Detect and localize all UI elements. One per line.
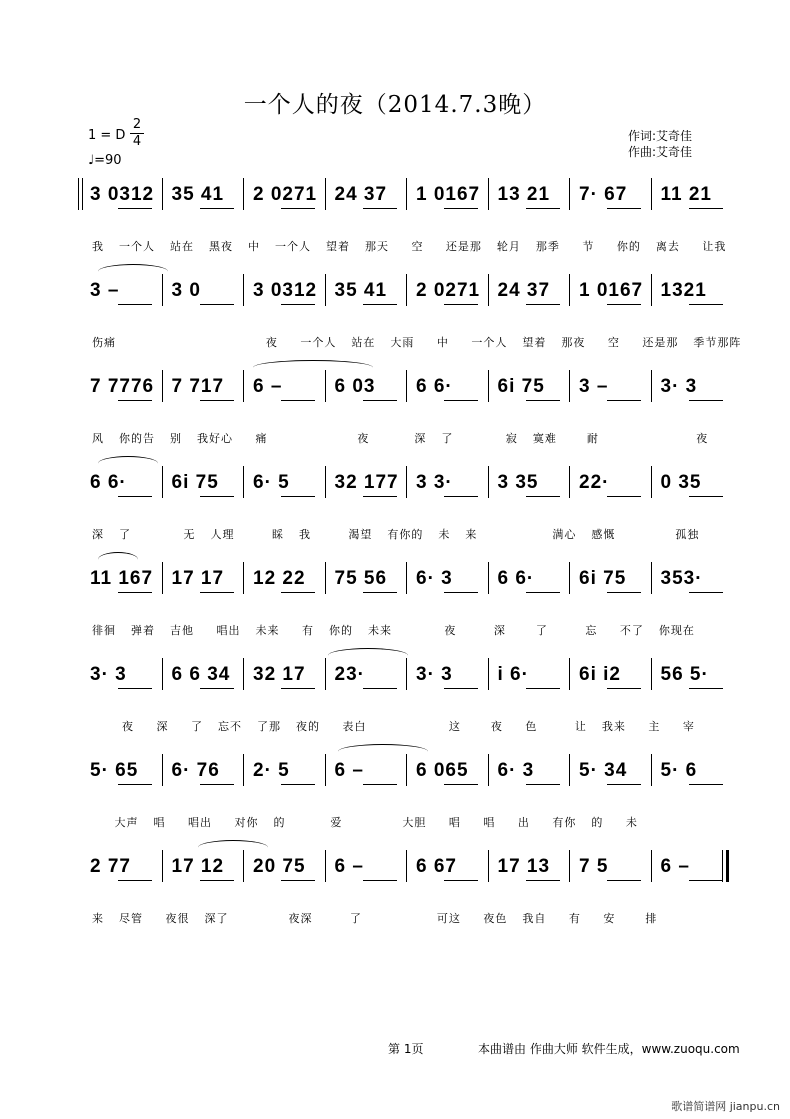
measure: 24 37 — [497, 280, 551, 301]
bar-line — [488, 466, 489, 498]
slur — [338, 744, 428, 759]
tempo-marking: ♩=90 — [88, 153, 122, 168]
score-line — [78, 658, 730, 748]
measure: 6 67 — [416, 856, 457, 877]
bar-line — [569, 850, 570, 882]
measure: 6· 3 — [497, 760, 535, 781]
slur — [253, 360, 373, 375]
beam-line — [444, 304, 478, 305]
beam-line — [200, 688, 234, 689]
beam-line — [689, 784, 723, 785]
bar-line — [651, 754, 652, 786]
lyrics-row: 我 一个人 站在 黑夜 中 一个人 望着 那天 空 还是那 轮月 那季 节 你的 离去 让我 — [92, 240, 727, 253]
bar-line — [569, 466, 570, 498]
measure: 0 35 — [660, 472, 702, 493]
measure: 6 – — [334, 760, 364, 781]
bar-line — [651, 178, 652, 210]
bar-line — [488, 274, 489, 306]
beam-line — [689, 880, 723, 881]
beam-line — [118, 496, 152, 497]
slur — [328, 648, 408, 663]
key-signature: 1 = D — [88, 128, 126, 143]
beam-line — [526, 880, 560, 881]
bar-line — [569, 274, 570, 306]
bar-line — [325, 274, 326, 306]
beam-line — [281, 592, 315, 593]
slur — [198, 840, 268, 855]
measure: 3 0 — [171, 280, 201, 301]
measure: 3 – — [90, 280, 120, 301]
slur — [98, 264, 168, 279]
beam-line — [118, 784, 152, 785]
lyrics-row: 大声 唱 唱出 对你 的 爱 大胆 唱 唱 出 有你 的 未 — [92, 816, 638, 829]
bar-line — [325, 850, 326, 882]
bar-line — [569, 562, 570, 594]
notes-row — [78, 370, 730, 410]
beam-line — [363, 304, 397, 305]
beam-line — [281, 496, 315, 497]
lyrics-row: 来 尽管 夜很 深了 夜深 了 可这 夜色 我自 有 安 排 — [92, 912, 658, 925]
bar-line — [651, 466, 652, 498]
measure: 56 5· — [660, 664, 709, 685]
measure: 11 21 — [660, 184, 712, 205]
beam-line — [689, 400, 723, 401]
beam-line — [281, 688, 315, 689]
measure: 35 41 — [334, 280, 388, 301]
measure: 3· 3 — [416, 664, 453, 685]
beam-line — [526, 304, 560, 305]
beam-line — [444, 208, 478, 209]
measure: 23· — [334, 664, 365, 685]
bar-line — [243, 370, 244, 402]
beam-line — [200, 592, 234, 593]
beam-line — [363, 784, 397, 785]
bar-line — [162, 754, 163, 786]
measure: 6i 75 — [497, 376, 545, 397]
beam-line — [281, 208, 315, 209]
measure: 6 065 — [416, 760, 469, 781]
beam-line — [200, 496, 234, 497]
measure: 32 177 — [334, 472, 399, 493]
beam-line — [200, 400, 234, 401]
lyricist: 作词:艾奇佳 — [628, 129, 693, 143]
lyrics-row: 深 了 无 人理 睬 我 渴望 有你的 未 来 满心 感慨 孤独 — [92, 528, 700, 541]
beam-line — [607, 496, 641, 497]
notes-row — [78, 658, 730, 698]
lyrics-row: 伤痛 夜 一个人 站在 大雨 中 一个人 望着 那夜 空 还是那 季节那阵 — [92, 336, 742, 349]
score-line — [78, 274, 742, 364]
bar-line — [488, 562, 489, 594]
beam-line — [363, 208, 397, 209]
beam-line — [526, 784, 560, 785]
bar-line — [406, 178, 407, 210]
measure: 7 717 — [171, 376, 225, 397]
beam-line — [118, 688, 152, 689]
beam-line — [363, 688, 397, 689]
bar-line — [488, 754, 489, 786]
bar-line — [325, 178, 326, 210]
bar-line — [722, 850, 723, 882]
bar-line — [325, 466, 326, 498]
beam-line — [444, 400, 478, 401]
bar-line — [406, 466, 407, 498]
measure: 5· 65 — [90, 760, 139, 781]
bar-line — [569, 178, 570, 210]
beam-line — [526, 592, 560, 593]
measure: 7 7776 — [90, 376, 155, 397]
song-title: 一个人的夜（2014.7.3晚） — [243, 92, 547, 118]
bar-line — [569, 754, 570, 786]
watermark: 歌谱简谱网 jianpu.cn — [671, 1100, 780, 1113]
measure: 6 6 34 — [171, 664, 231, 685]
bar-line — [406, 850, 407, 882]
beam-line — [281, 784, 315, 785]
beam-line — [363, 400, 397, 401]
composer: 作曲:艾奇佳 — [628, 145, 693, 159]
bar-line — [78, 178, 79, 210]
beam-line — [118, 400, 152, 401]
beam-line — [607, 400, 641, 401]
bar-line — [651, 658, 652, 690]
beam-line — [607, 304, 641, 305]
measure: 22· — [579, 472, 610, 493]
bar-line — [488, 658, 489, 690]
beam-line — [607, 784, 641, 785]
notes-row — [78, 466, 730, 506]
beam-line — [689, 688, 723, 689]
measure: 1 0167 — [416, 184, 481, 205]
bar-line — [162, 562, 163, 594]
beam-line — [281, 880, 315, 881]
bar-line — [325, 754, 326, 786]
measure: 7 5 — [579, 856, 609, 877]
beam-line — [444, 784, 478, 785]
beam-line — [444, 688, 478, 689]
notes-row — [78, 850, 730, 890]
bar-line — [162, 466, 163, 498]
measure: 6i i2 — [579, 664, 621, 685]
bar-line — [243, 562, 244, 594]
bar-line — [726, 850, 729, 882]
measure: 6· 5 — [253, 472, 290, 493]
lyrics-row: 夜 深 了 忘不 了那 夜的 表白 这 夜 色 让 我来 主 宰 — [92, 720, 695, 733]
generator-note: 本曲谱由 作曲大师 软件生成，www.zuoqu.com — [478, 1042, 740, 1056]
beam-line — [200, 880, 234, 881]
bar-line — [243, 658, 244, 690]
beam-line — [689, 304, 723, 305]
measure: 11 167 — [90, 568, 154, 589]
measure: 6 – — [660, 856, 690, 877]
measure: 6· 76 — [171, 760, 220, 781]
score-line — [78, 754, 730, 844]
measure: 17 13 — [497, 856, 551, 877]
time-signature-top: 2 — [132, 117, 142, 132]
measure: 3 0312 — [90, 184, 155, 205]
bar-line — [651, 562, 652, 594]
measure: 6 6· — [416, 376, 453, 397]
measure: 5· 34 — [579, 760, 628, 781]
bar-line — [406, 370, 407, 402]
measure: 5· 6 — [660, 760, 698, 781]
bar-line — [325, 658, 326, 690]
measure: 7· 67 — [579, 184, 628, 205]
time-signature-bottom: 4 — [132, 134, 142, 149]
notes-row — [78, 178, 730, 218]
page-number: 第 1页 — [388, 1042, 424, 1056]
measure: 6· 3 — [416, 568, 453, 589]
measure: 353· — [660, 568, 703, 589]
beam-line — [444, 496, 478, 497]
beam-line — [118, 208, 152, 209]
score-line — [78, 850, 730, 940]
measure: 2 0271 — [416, 280, 481, 301]
beam-line — [526, 400, 560, 401]
beam-line — [607, 880, 641, 881]
beam-line — [363, 496, 397, 497]
slur — [98, 456, 158, 471]
measure: 3· 3 — [660, 376, 698, 397]
measure: 3· 3 — [90, 664, 127, 685]
score-line — [78, 178, 730, 268]
notes-row — [78, 562, 730, 602]
beam-line — [200, 304, 234, 305]
beam-line — [118, 592, 152, 593]
measure: 6i 75 — [579, 568, 627, 589]
measure: 17 12 — [171, 856, 225, 877]
beam-line — [607, 688, 641, 689]
beam-line — [444, 880, 478, 881]
measure: 12 22 — [253, 568, 306, 589]
measure: 32 17 — [253, 664, 306, 685]
beam-line — [689, 592, 723, 593]
beam-line — [607, 592, 641, 593]
beam-line — [607, 208, 641, 209]
measure: 3 – — [579, 376, 609, 397]
beam-line — [526, 496, 560, 497]
lyrics-row: 徘徊 弹着 吉他 唱出 未来 有 你的 未来 夜 深 了 忘 不了 你现在 — [92, 624, 695, 637]
beam-line — [689, 208, 723, 209]
measure: 13 21 — [497, 184, 551, 205]
score-line — [78, 562, 730, 652]
measure: i 6· — [497, 664, 529, 685]
measure: 1 0167 — [579, 280, 644, 301]
beam-line — [200, 208, 234, 209]
measure: 3 35 — [497, 472, 539, 493]
notes-row — [78, 754, 730, 794]
beam-line — [281, 400, 315, 401]
slur — [98, 552, 138, 567]
measure: 6 03 — [334, 376, 376, 397]
lyrics-row: 风 你的告 别 我好心 痛 夜 深 了 寂 寞难 耐 夜 — [92, 432, 709, 445]
measure: 6 6· — [497, 568, 535, 589]
bar-line — [651, 370, 652, 402]
bar-line — [243, 178, 244, 210]
measure: 2· 5 — [253, 760, 290, 781]
bar-line — [325, 562, 326, 594]
beam-line — [363, 880, 397, 881]
bar-line — [406, 562, 407, 594]
measure: 20 75 — [253, 856, 306, 877]
beam-line — [526, 208, 560, 209]
bar-line — [651, 274, 652, 306]
measure: 24 37 — [334, 184, 388, 205]
bar-line — [488, 370, 489, 402]
measure: 6i 75 — [171, 472, 219, 493]
notes-row — [78, 274, 730, 314]
beam-line — [118, 880, 152, 881]
bar-line — [162, 370, 163, 402]
beam-line — [444, 592, 478, 593]
measure: 2 77 — [90, 856, 131, 877]
measure: 6 – — [334, 856, 364, 877]
bar-line — [243, 274, 244, 306]
bar-line — [82, 178, 83, 210]
measure: 2 0271 — [253, 184, 318, 205]
bar-line — [569, 370, 570, 402]
measure: 17 17 — [171, 568, 225, 589]
bar-line — [651, 850, 652, 882]
measure: 1321 — [660, 280, 707, 301]
beam-line — [200, 784, 234, 785]
measure: 75 56 — [334, 568, 388, 589]
beam-line — [363, 592, 397, 593]
score-line — [78, 466, 730, 556]
bar-line — [162, 178, 163, 210]
bar-line — [162, 658, 163, 690]
measure: 6 – — [253, 376, 283, 397]
score-line — [78, 370, 730, 460]
beam-line — [526, 688, 560, 689]
bar-line — [406, 274, 407, 306]
beam-line — [689, 496, 723, 497]
bar-line — [162, 850, 163, 882]
beam-line — [281, 304, 315, 305]
beam-line — [118, 304, 152, 305]
bar-line — [488, 178, 489, 210]
bar-line — [569, 658, 570, 690]
bar-line — [243, 466, 244, 498]
bar-line — [488, 850, 489, 882]
measure: 6 6· — [90, 472, 127, 493]
measure: 3 3· — [416, 472, 453, 493]
measure: 3 0312 — [253, 280, 318, 301]
bar-line — [243, 754, 244, 786]
measure: 35 41 — [171, 184, 225, 205]
